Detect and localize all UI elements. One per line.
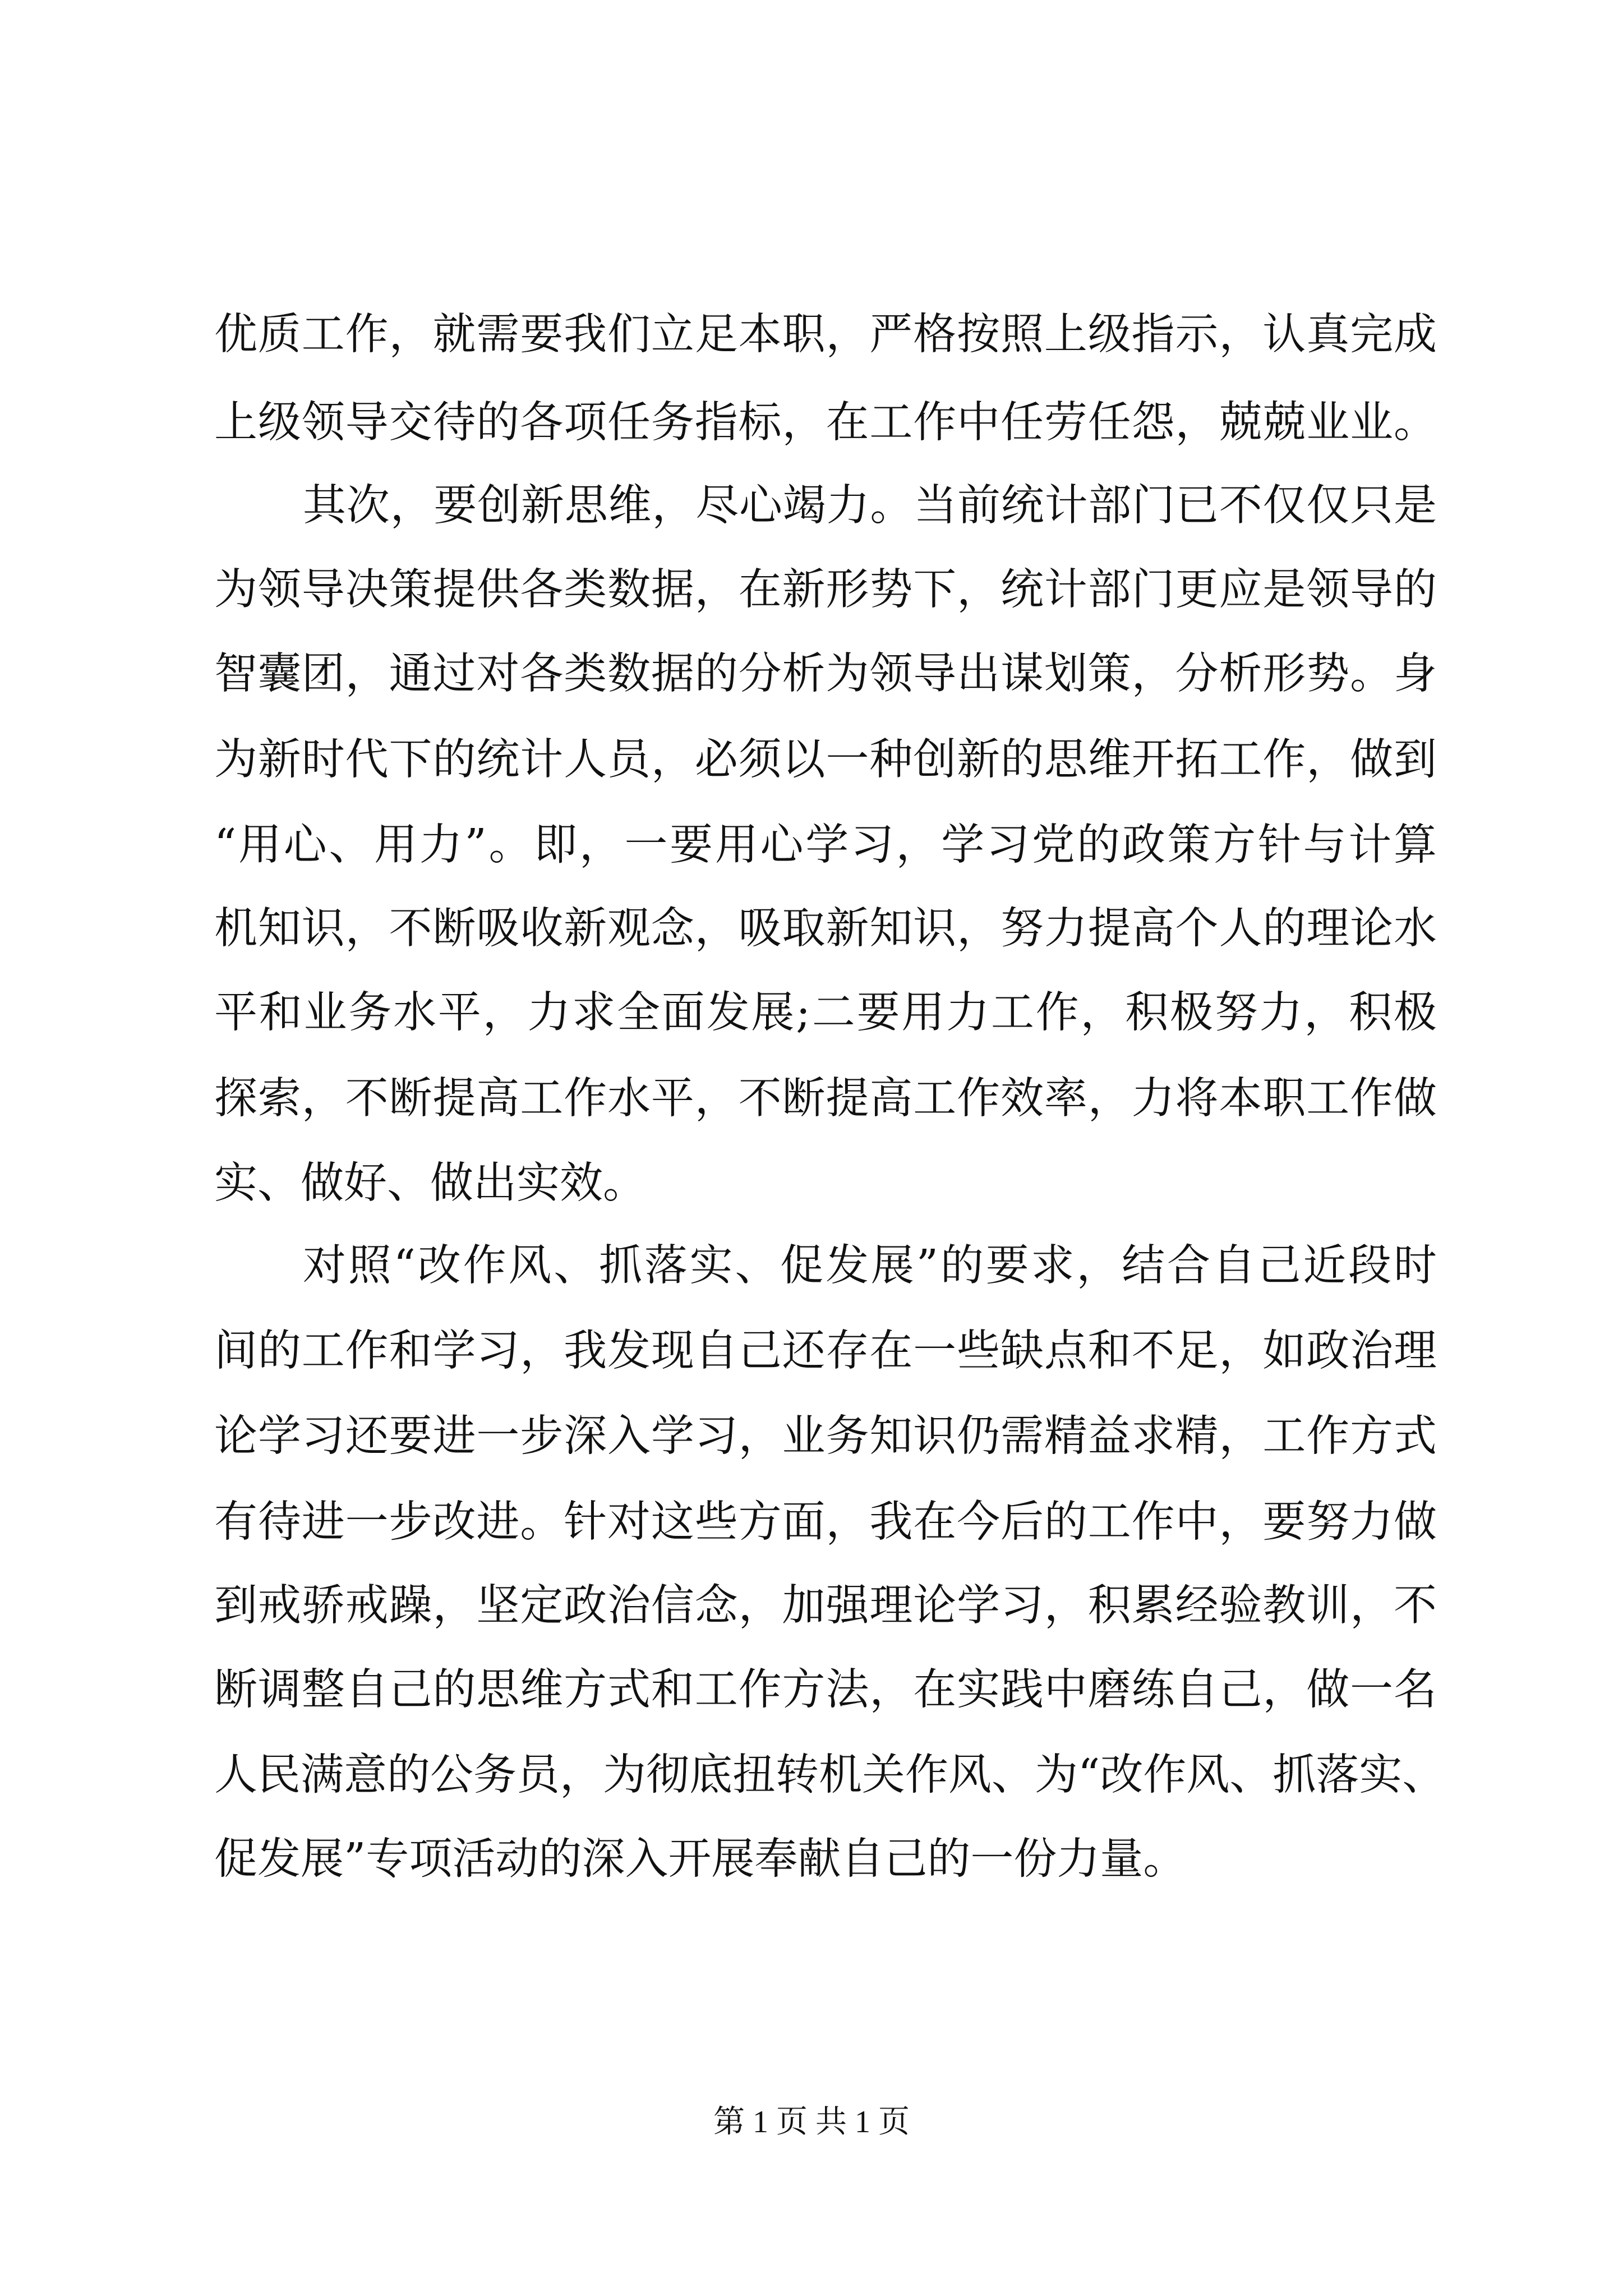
paragraph-3-line-1: 对照“改作风、抓落实、促发展”的要求，结合自己近段时: [303, 1241, 1437, 1291]
text-line-19: 促发展”专项活动的深入开展奉献自己的一份力量。: [214, 1834, 1187, 1884]
text-line-10: 探索，不断提高工作水平，不断提高工作效率，力将本职工作做: [214, 1074, 1437, 1124]
text-line-1: 优质工作，就需要我们立足本职，严格按照上级指示，认真完成: [214, 310, 1437, 360]
text-line-17: 断调整自己的思维方式和工作方法，在实践中磨练自己，做一名: [214, 1665, 1437, 1715]
page-number-footer: 第 1 页 共 1 页: [713, 2105, 910, 2139]
text-line-6: 为新时代下的统计人员，必须以一种创新的思维开拓工作，做到: [214, 735, 1437, 785]
text-line-16: 到戒骄戒躁，坚定政治信念，加强理论学习，积累经验教训，不: [214, 1581, 1437, 1631]
text-line-9: 平和业务水平，力求全面发展;二要用力工作，积极努力，积极: [214, 988, 1437, 1038]
text-line-8: 机知识，不断吸收新观念，吸取新知识，努力提高个人的理论水: [214, 904, 1437, 954]
text-line-18: 人民满意的公务员，为彻底扭转机关作风、为“改作风、抓落实、: [214, 1750, 1446, 1800]
text-line-5: 智囊团，通过对各类数据的分析为领导出谋划策，分析形势。身: [214, 649, 1437, 699]
text-line-14: 论学习还要进一步深入学习，业务知识仍需精益求精，工作方式: [214, 1411, 1437, 1461]
text-line-7: “用心、用力”。即，一要用心学习，学习党的政策方针与计算: [214, 820, 1437, 870]
text-line-11: 实、做好、做出实效。: [214, 1158, 646, 1208]
paragraph-2-line-1: 其次，要创新思维，尽心竭力。当前统计部门已不仅仅只是: [303, 481, 1437, 531]
text-line-2: 上级领导交待的各项任务指标，在工作中任劳任怨，兢兢业业。: [214, 398, 1437, 448]
text-line-13: 间的工作和学习，我发现自己还存在一些缺点和不足，如政治理: [214, 1326, 1437, 1376]
text-line-15: 有待进一步改进。针对这些方面，我在今后的工作中，要努力做: [214, 1497, 1437, 1547]
text-line-4: 为领导决策提供各类数据，在新形势下，统计部门更应是领导的: [214, 565, 1437, 615]
